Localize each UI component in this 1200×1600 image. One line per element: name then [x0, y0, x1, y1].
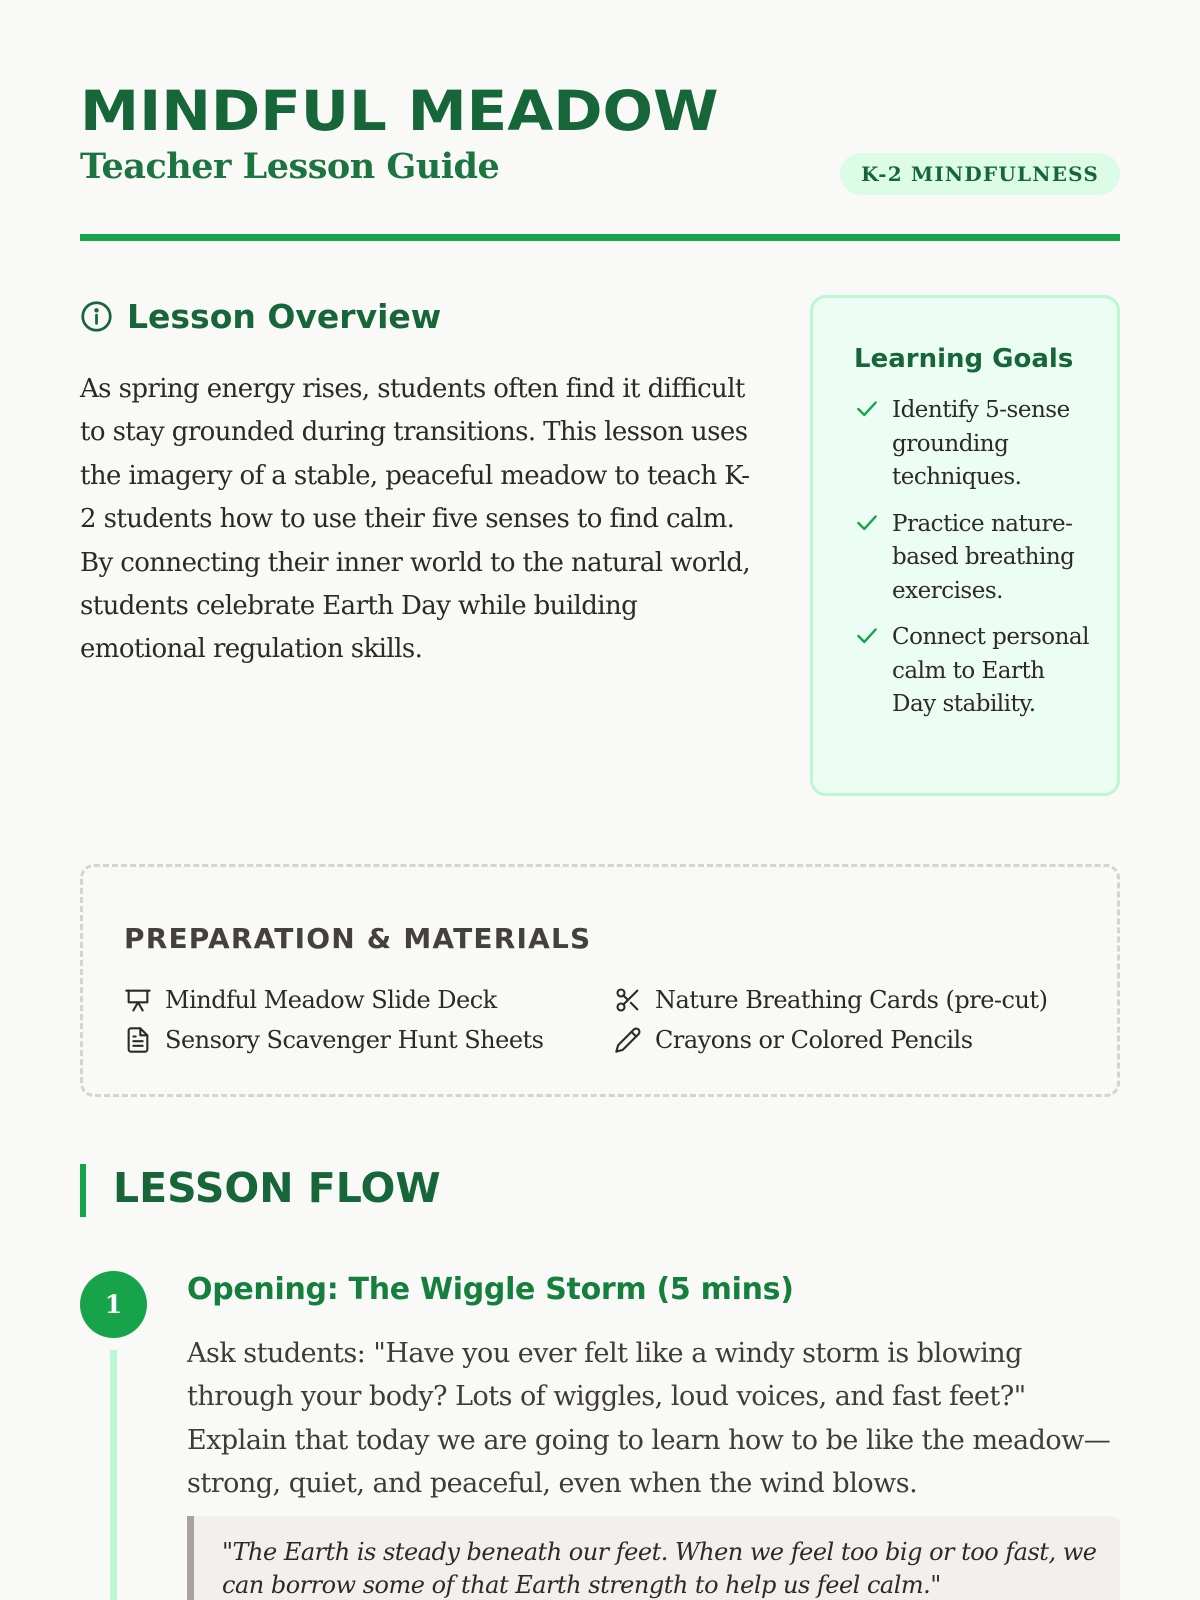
material-item-scavenger-sheets [124, 1024, 544, 1056]
check-icon [854, 510, 880, 536]
check-icon [854, 623, 880, 649]
material-item-crayons [614, 1024, 973, 1056]
lesson-flow-title: LESSON FLOW [113, 1164, 441, 1212]
material-label: Sensory Scavenger Hunt Sheets [165, 1026, 544, 1054]
header-divider [80, 234, 1120, 241]
page-title: MINDFUL MEADOW [80, 79, 719, 143]
step-number-badge: 1 [80, 1271, 147, 1338]
overview-heading [80, 296, 441, 336]
goal-text: Practice nature-based breathing exercises. [892, 510, 1075, 604]
learning-goals-title: Learning Goals [854, 344, 1074, 374]
step-text: Ask students: "Have you ever felt like a windy storm is blowing through your body? Lots of wiggles, loud voices, and fast feet?" Explain that today we are going to learn how to be like the meadow—strong, quiet, and peaceful, even when the wind blows. [187, 1338, 1111, 1500]
document-icon [124, 1026, 152, 1054]
materials-box [80, 864, 1120, 1097]
info-icon [80, 300, 113, 333]
list-item [854, 621, 1094, 722]
material-item-breathing-cards [614, 984, 1047, 1016]
goal-text: Connect personal calm to Earth Day stability. [892, 624, 1089, 717]
list-item [854, 394, 1094, 495]
list-item [854, 508, 1094, 609]
learning-goals-card [810, 295, 1120, 796]
goal-text: Identify 5-sense grounding techniques. [892, 397, 1070, 490]
pencil-icon [614, 1026, 642, 1054]
scissors-icon [614, 986, 642, 1014]
lesson-guide-page [80, 0, 1120, 1600]
overview-text: As spring energy rises, students often find it difficult to stay grounded during transitions. This lesson uses the imagery of a stable, peaceful meadow to teach K-2 students how to use their five senses to find calm. By connecting their inner world to the natural world, students celebrate Earth Day while building emotional regulation skills. [80, 374, 751, 665]
material-label: Nature Breathing Cards (pre-cut) [655, 986, 1048, 1014]
grade-badge: K-2 MINDFULNESS [840, 153, 1120, 195]
material-label: Crayons or Colored Pencils [655, 1026, 973, 1054]
material-label: Mindful Meadow Slide Deck [165, 986, 497, 1014]
learning-goals-list [854, 394, 1094, 735]
quote-text: "The Earth is steady beneath our feet. When we feel too big or too fast, we can borrow some of that Earth strength to help us feel calm." [222, 1538, 1097, 1599]
step-title: Opening: The Wiggle Storm (5 mins) [187, 1272, 794, 1307]
check-icon [854, 396, 880, 422]
materials-title: PREPARATION & MATERIALS [124, 922, 592, 955]
teacher-script-quote [187, 1516, 1120, 1600]
lesson-flow-accent-bar [80, 1164, 86, 1217]
page-subtitle: Teacher Lesson Guide [80, 146, 500, 187]
overview-title: Lesson Overview [127, 296, 442, 336]
step-timeline-line [110, 1350, 117, 1600]
presentation-icon [124, 986, 152, 1014]
material-item-slide-deck [124, 984, 497, 1016]
